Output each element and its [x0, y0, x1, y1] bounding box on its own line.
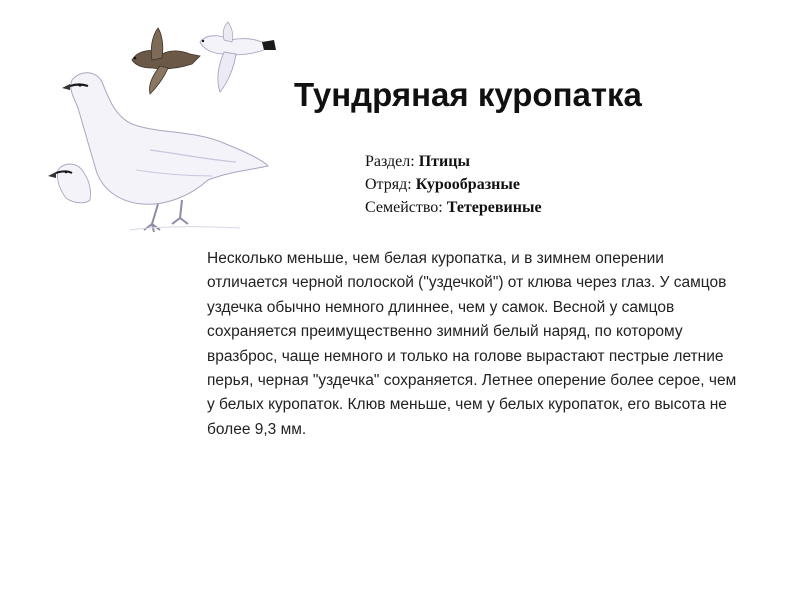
- taxonomy-value: Тетеревиные: [446, 199, 542, 216]
- ptarmigan-illustration: [40, 20, 285, 235]
- taxonomy-row-family: [365, 196, 542, 219]
- description-paragraph: Несколько меньше, чем белая куропатка, и в зимнем оперении отличается черной полоской ("уздечкой") от клюва через глаз. У самцов уздечка обычно немного длиннее, чем у самок. Весной у самцов сохраняется преимущественно зимний белый наряд, по которому вразброс, чаще немного и только на голове вырастают пестрые летние перья, черная "уздечка" сохраняется. Летнее оперение более серое, чем у белых куропаток. Клюв меньше, чем у белых куропаток, его высота не более 9,3 мм.: [207, 250, 737, 438]
- taxonomy-row-order: [365, 173, 542, 196]
- taxonomy-row-section: [365, 150, 542, 173]
- taxonomy-value: Птицы: [418, 153, 470, 170]
- taxonomy-label: Семейство:: [365, 199, 447, 216]
- standing-bird-white: [62, 73, 268, 232]
- taxonomy-block: [365, 150, 542, 219]
- taxonomy-label: Отряд:: [365, 176, 416, 193]
- taxonomy-label: Раздел:: [365, 153, 419, 170]
- flying-bird-white: [200, 22, 276, 92]
- taxonomy-value: Курообразные: [415, 176, 520, 193]
- bird-head-small: [48, 164, 91, 203]
- flying-bird-brown: [132, 28, 200, 94]
- page-title: Тундряная куропатка: [294, 76, 642, 113]
